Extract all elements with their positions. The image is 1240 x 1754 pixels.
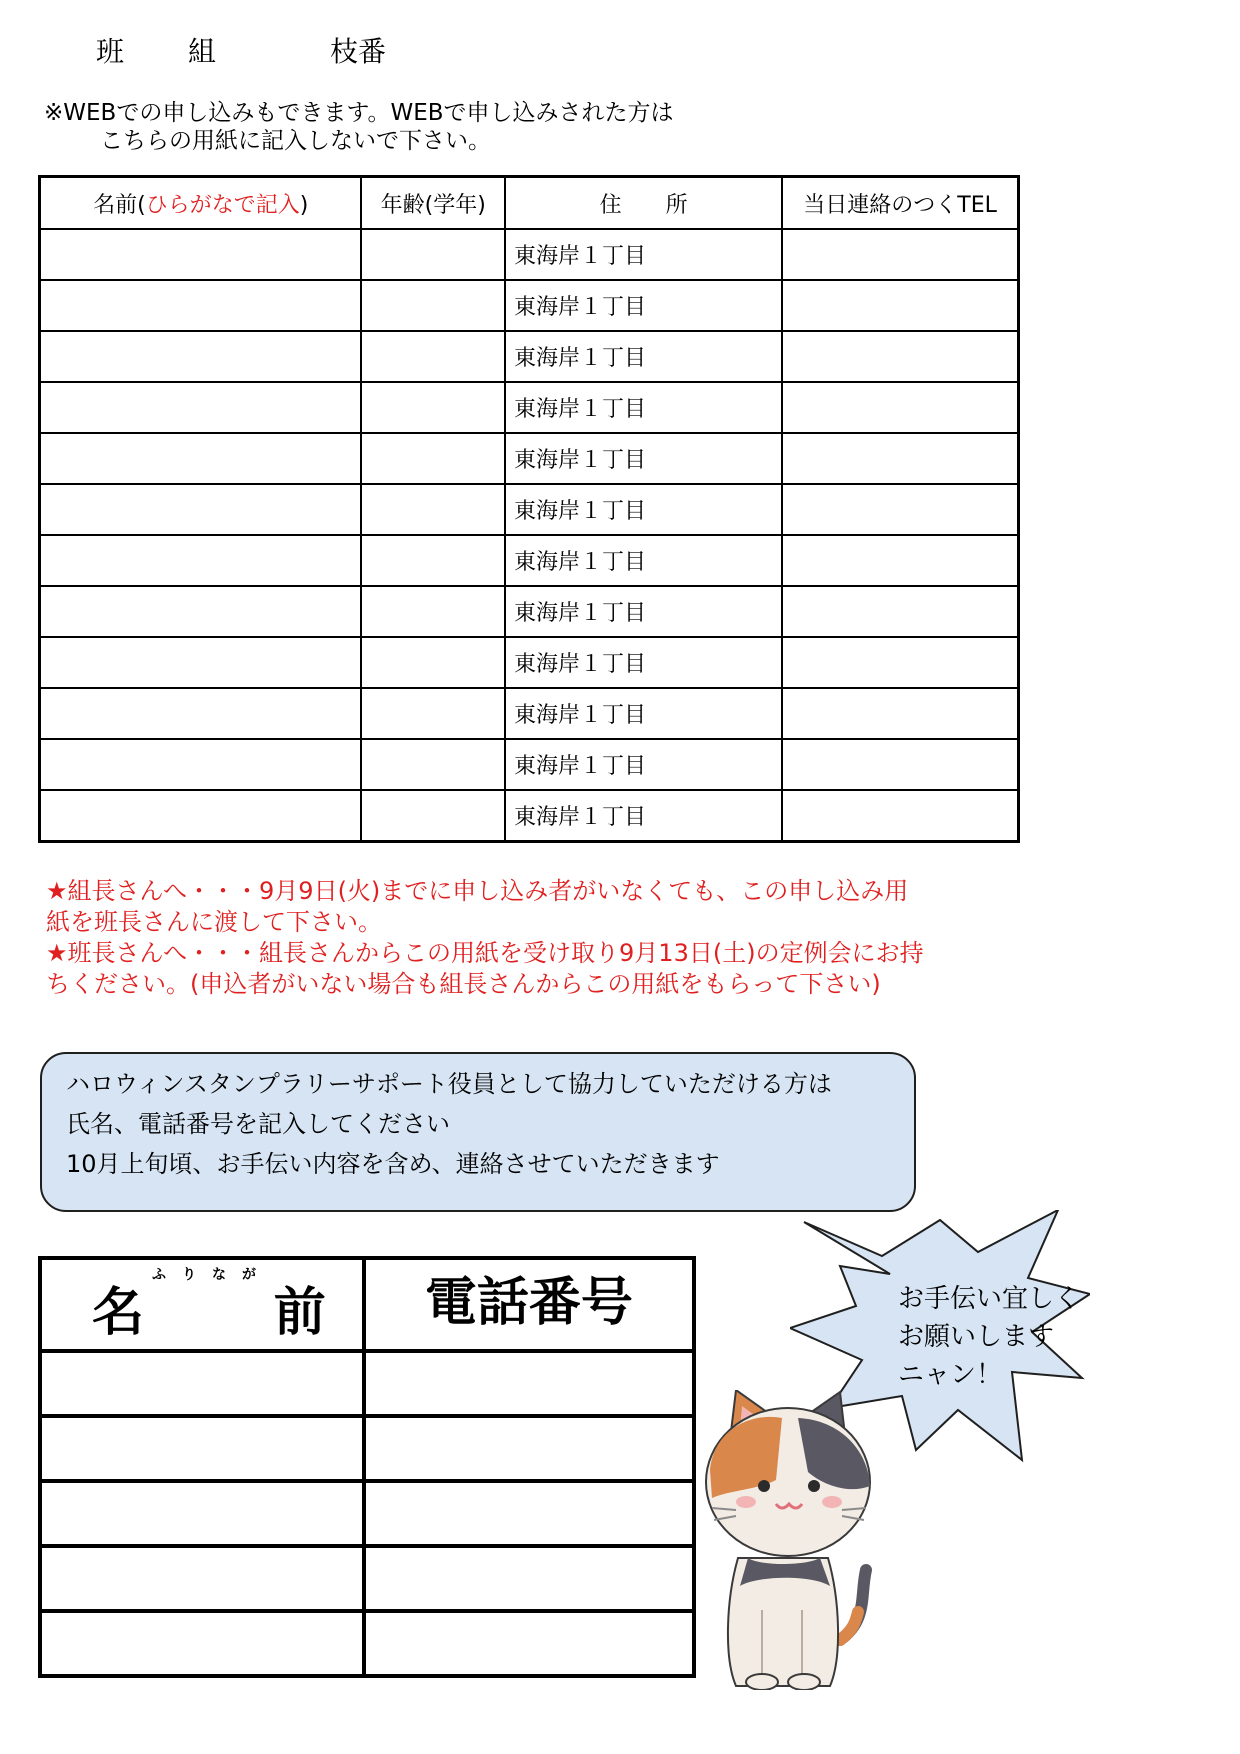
tel-cell[interactable] — [782, 535, 1018, 586]
col-header-name-hint: ひらがなで記入 — [145, 192, 300, 218]
kumicho-note — [46, 876, 1026, 1000]
age-cell[interactable] — [361, 484, 505, 535]
name-cell[interactable] — [40, 433, 362, 484]
web-notice-line1: ※WEBでの申し込みもできます。WEBで申し込みされた方は — [44, 100, 674, 126]
application-row — [40, 229, 1019, 280]
name-cell[interactable] — [40, 790, 362, 842]
speech-text: お手伝い宜しく お願いします ニャン！ — [898, 1284, 1081, 1390]
age-cell[interactable] — [361, 739, 505, 790]
address-cell: 東海岸１丁目 — [505, 535, 782, 586]
address-cell: 東海岸１丁目 — [505, 331, 782, 382]
name-cell[interactable] — [40, 535, 362, 586]
tel-cell[interactable] — [782, 739, 1018, 790]
name-cell[interactable] — [40, 586, 362, 637]
address-cell: 東海岸１丁目 — [505, 433, 782, 484]
support-info-box — [40, 1052, 916, 1212]
application-row — [40, 382, 1019, 433]
address-cell: 東海岸１丁目 — [505, 739, 782, 790]
kumi-label: 組 — [188, 35, 217, 68]
calico-cat-illustration — [690, 1390, 880, 1690]
application-row — [40, 331, 1019, 382]
application-row — [40, 688, 1019, 739]
col-header-age: 年齢(学年) — [361, 177, 505, 230]
tel-cell[interactable] — [782, 484, 1018, 535]
application-row — [40, 790, 1019, 842]
address-cell: 東海岸１丁目 — [505, 280, 782, 331]
address-cell: 東海岸１丁目 — [505, 382, 782, 433]
volunteer-col-tel: 電話番号 — [364, 1258, 694, 1351]
furigana-label: ふりなが — [152, 1267, 272, 1283]
volunteer-row — [40, 1611, 694, 1676]
volunteer-tel-cell[interactable] — [364, 1611, 694, 1676]
tel-cell[interactable] — [782, 382, 1018, 433]
age-cell[interactable] — [361, 688, 505, 739]
support-info-line3: 10月上旬頃、お手伝い内容を含め、連絡させていただきます — [66, 1150, 720, 1178]
age-cell[interactable] — [361, 382, 505, 433]
application-row — [40, 739, 1019, 790]
support-info-line1: ハロウィンスタンプラリーサポート役員として協力していただける方は — [66, 1070, 832, 1098]
address-cell: 東海岸１丁目 — [505, 688, 782, 739]
tel-cell[interactable] — [782, 229, 1018, 280]
address-cell: 東海岸１丁目 — [505, 790, 782, 842]
name-cell[interactable] — [40, 280, 362, 331]
address-cell: 東海岸１丁目 — [505, 484, 782, 535]
tel-cell[interactable] — [782, 790, 1018, 842]
col-header-name: 名前(ひらがなで記入) — [40, 177, 362, 230]
address-cell: 東海岸１丁目 — [505, 637, 782, 688]
tel-cell[interactable] — [782, 586, 1018, 637]
volunteer-row — [40, 1351, 694, 1416]
hancho-note-line2: ちください。(申込者がいない場合も組長さんからこの用紙をもらって下さい) — [46, 970, 881, 998]
name-cell[interactable] — [40, 331, 362, 382]
name-cell[interactable] — [40, 688, 362, 739]
tel-cell[interactable] — [782, 331, 1018, 382]
application-row — [40, 280, 1019, 331]
age-cell[interactable] — [361, 535, 505, 586]
support-info-line2: 氏名、電話番号を記入してください — [66, 1110, 450, 1138]
name-cell[interactable] — [40, 739, 362, 790]
age-cell[interactable] — [361, 280, 505, 331]
application-table — [38, 175, 1020, 843]
volunteer-tel-cell[interactable] — [364, 1351, 694, 1416]
application-row — [40, 586, 1019, 637]
volunteer-row — [40, 1416, 694, 1481]
han-label: 班 — [96, 35, 125, 68]
volunteer-row — [40, 1481, 694, 1546]
application-row — [40, 637, 1019, 688]
volunteer-table-header — [40, 1258, 694, 1351]
address-cell: 東海岸１丁目 — [505, 229, 782, 280]
col-header-tel: 当日連絡のつくTEL — [782, 177, 1018, 230]
name-cell[interactable] — [40, 229, 362, 280]
volunteer-table — [38, 1256, 696, 1678]
tel-cell[interactable] — [782, 688, 1018, 739]
volunteer-col-name: ふりなが 名 前 — [40, 1258, 364, 1351]
volunteer-tel-cell[interactable] — [364, 1481, 694, 1546]
tel-cell[interactable] — [782, 433, 1018, 484]
volunteer-tel-cell[interactable] — [364, 1416, 694, 1481]
address-cell: 東海岸１丁目 — [505, 586, 782, 637]
application-row — [40, 433, 1019, 484]
age-cell[interactable] — [361, 229, 505, 280]
volunteer-name-cell[interactable] — [40, 1611, 364, 1676]
tel-cell[interactable] — [782, 280, 1018, 331]
tel-cell[interactable] — [782, 637, 1018, 688]
volunteer-name-cell[interactable] — [40, 1416, 364, 1481]
volunteer-tel-cell[interactable] — [364, 1546, 694, 1611]
name-cell[interactable] — [40, 484, 362, 535]
edaban-label: 枝番 — [330, 35, 387, 68]
hancho-note-line1: ★班長さんへ・・・組長さんからこの用紙を受け取り9月13日(土)の定例会にお持 — [46, 939, 924, 967]
volunteer-row — [40, 1546, 694, 1611]
application-row — [40, 535, 1019, 586]
web-notice-line2: こちらの用紙に記入しないで下さい。 — [100, 128, 491, 154]
kumicho-note-line1: ★組長さんへ・・・9月9日(火)までに申し込み者がいなくても、この申し込み用 — [46, 877, 909, 905]
age-cell[interactable] — [361, 790, 505, 842]
age-cell[interactable] — [361, 637, 505, 688]
volunteer-name-cell[interactable] — [40, 1546, 364, 1611]
age-cell[interactable] — [361, 331, 505, 382]
application-table-header — [40, 177, 1019, 230]
name-cell[interactable] — [40, 637, 362, 688]
kumicho-note-line2: 紙を班長さんに渡して下さい。 — [46, 908, 382, 936]
age-cell[interactable] — [361, 586, 505, 637]
application-row — [40, 484, 1019, 535]
name-cell[interactable] — [40, 382, 362, 433]
age-cell[interactable] — [361, 433, 505, 484]
volunteer-name-cell[interactable] — [40, 1351, 364, 1416]
col-header-address: 住 所 — [505, 177, 782, 230]
volunteer-name-cell[interactable] — [40, 1481, 364, 1546]
